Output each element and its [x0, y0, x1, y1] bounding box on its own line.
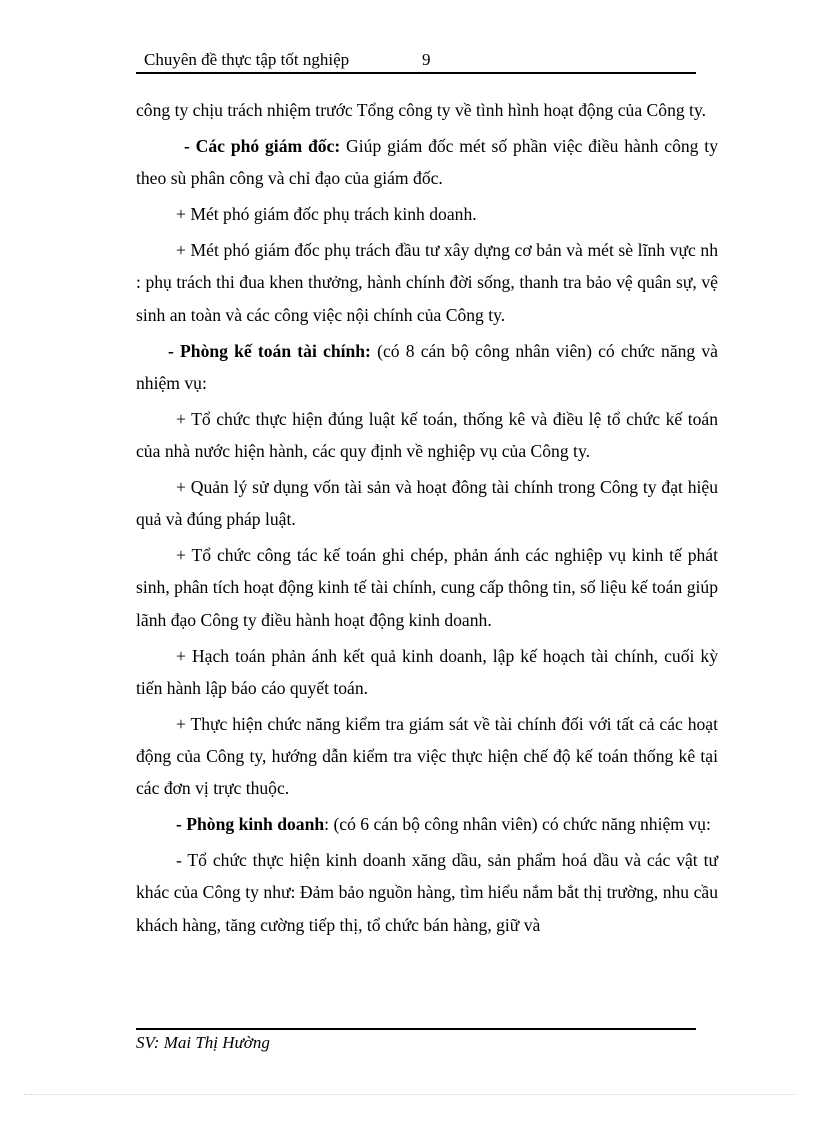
paragraph: + Thực hiện chức năng kiểm tra giám sát về tài chính đối với tất cả các hoạt động của Công ty, hướng dẫn kiểm tra việc thực hiện chế độ kế toán thống kê tại các đơn vị trực thuộc.: [136, 713, 718, 799]
paragraph: + Tổ chức công tác kế toán ghi chép, phản ánh các nghiệp vụ kinh tế phát sinh, phân tích hoạt động kinh tế tài chính, cung cấp thông tin, số liệu kế toán giúp lãnh đạo Công ty điều hành hoạt động kinh doanh.: [136, 545, 718, 630]
document-title: Chuyên đề thực tập tốt nghiệp: [144, 50, 350, 69]
paragraph: - Phòng kinh doanh: (có 6 cán bộ công nhân viên) có chức năng nhiệm vụ:: [176, 814, 711, 835]
footer-author: SV: Mai Thị Hường: [136, 1033, 270, 1052]
paragraph: - Các phó giám đốc: Giúp giám đốc mét số phần việc điều hành công ty theo sù phân công và chỉ đạo của giám đốc.: [136, 136, 718, 189]
page-header: [136, 50, 696, 74]
page-number: 9: [422, 50, 431, 69]
paragraph: - Phòng kế toán tài chính: (có 8 cán bộ công nhân viên) có chức năng và nhiệm vụ:: [136, 340, 718, 393]
paragraph: + Quản lý sử dụng vốn tài sản và hoạt đông tài chính trong Công ty đạt hiệu quả và đúng pháp luật.: [136, 477, 718, 530]
paragraph: + Hạch toán phản ánh kết quả kinh doanh, lập kế hoạch tài chính, cuối kỳ tiến hành lập báo cáo quyết toán.: [136, 645, 718, 698]
paragraph-heading: - Phòng kinh doanh: [176, 814, 325, 835]
paragraph: + Mét phó giám đốc phụ trách kinh doanh.: [176, 204, 477, 225]
body-text: [136, 94, 718, 945]
footer-divider: [136, 1028, 696, 1030]
page-bottom-edge: [24, 1094, 796, 1095]
paragraph: công ty chịu trách nhiệm trước Tổng công ty về tình hình hoạt động của Công ty.: [136, 100, 707, 120]
paragraph: - Tổ chức thực hiện kinh doanh xăng dầu, sản phẩm hoá dầu và các vật tư khác của Công ty như: Đảm bảo nguồn hàng, tìm hiểu nắm bắt thị trường, nhu cầu khách hàng, tăng cường tiếp thị, tổ chức bán hàng, giữ và: [136, 850, 718, 935]
paragraph-heading: - Phòng kế toán tài chính:: [168, 340, 371, 361]
paragraph: + Tổ chức thực hiện đúng luật kế toán, thống kê và điều lệ tổ chức kế toán của nhà nước hiện hành, các quy định về nghiệp vụ của Công ty.: [136, 408, 718, 462]
paragraph: + Mét phó giám đốc phụ trách đầu tư xây dựng cơ bản và mét sè lĩnh vực nh : phụ trách thi đua khen thưởng, hành chính đời sống, thanh tra bảo vệ quân sự, vệ sinh an toàn và các công việc nội chính của Công ty.: [136, 240, 718, 325]
paragraph-heading: - Các phó giám đốc:: [184, 136, 341, 156]
